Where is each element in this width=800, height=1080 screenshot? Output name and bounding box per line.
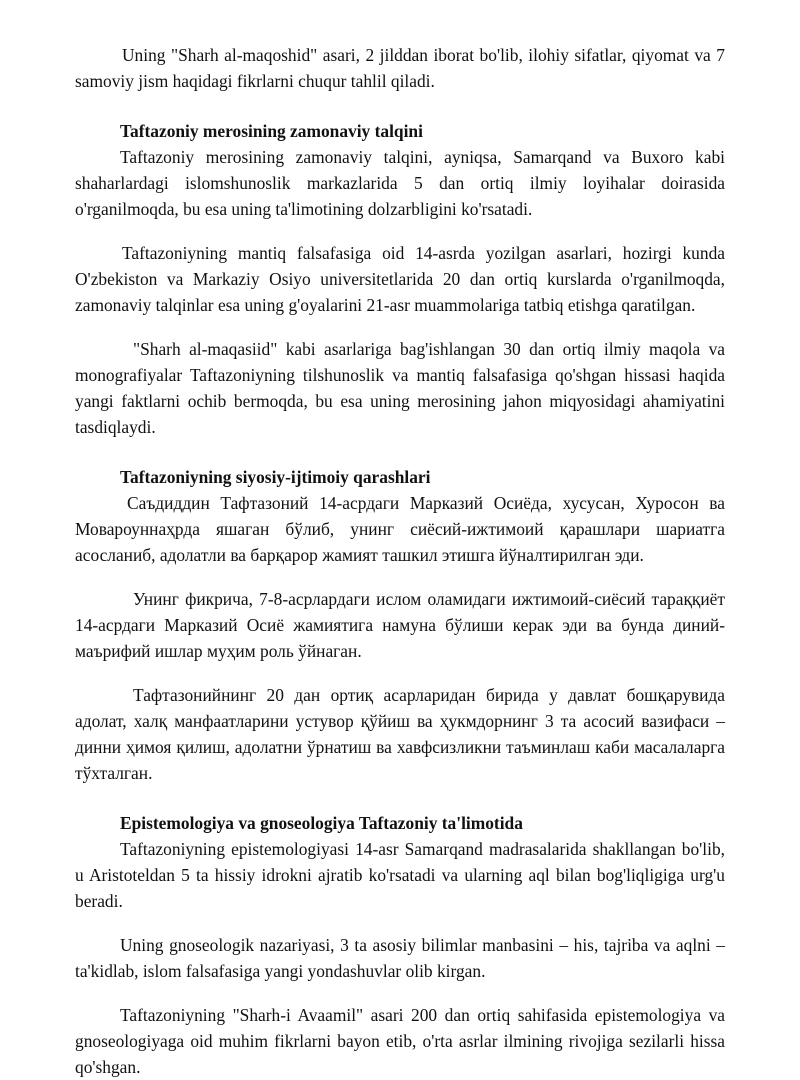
paragraph-logic-philosophy: Taftazoniyning mantiq falsafasiga oid 14-asrda yozilgan asarlari, hozirgi kunda O'zbekiston va Markaziy Osiyo universitetlarida 20 dan ortiq kurslarda o'rganilmoqda, zamonaviy talqinlar esa uning g'oyalarini 21-asr muammolariga tatbiq etishga qaratilgan.	[75, 243, 725, 315]
paragraph-scholarly-articles: "Sharh al-maqasiid" kabi asarlariga bag'ishlangan 30 dan ortiq ilmiy maqola va monografiyalar Taftazoniyning tilshunoslik va mantiq falsafasiga qo'shgan hissasi haqida yangi faktlarni ochib bermoqda, bu esa uning merosining jahon miqyosidagi ahamiyatini tasdiqlaydi.	[75, 339, 725, 437]
paragraph-modern-interpretation: Taftazoniy merosining zamonaviy talqini, ayniqsa, Samarqand va Buxoro kabi shaharlardagi islomshunoslik markazlarida 5 dan ortiq ilmiy loyihalar doirasida o'rganilmoqda, bu esa uning ta'limotining dolzarbligini ko'rsatadi.	[75, 147, 725, 219]
paragraph-gnoseology: Uning gnoseologik nazariyasi, 3 ta asosiy bilimlar manbasini – his, tajriba va aqlni – ta'kidlab, islom falsafasiga yangi yondashuvlar olib kirgan.	[75, 935, 725, 981]
paragraph-sharh-al-maqoshid: Uning "Sharh al-maqoshid" asari, 2 jilddan iborat bo'lib, ilohiy sifatlar, qiyomat va 7 samoviy jism haqidagi fikrlarni chuqur tahlil qiladi.	[75, 45, 725, 91]
document-page	[75, 42, 725, 1080]
paragraph-epistemology-1: Taftazoniyning epistemologiyasi 14-asr Samarqand madrasalarida shakllangan bo'lib, u Aristoteldan 5 ta hissiy idrokni ajratib ko'rsatadi va ularning aql bilan bog'liqligiga urg'u beradi.	[75, 839, 725, 911]
heading-epistemology: Epistemologiya va gnoseologiya Taftazoniy ta'limotida	[120, 813, 523, 833]
paragraph-socio-political-1: Саъдиддин Тафтазоний 14-асрдаги Марказий Осиёда, хусусан, Хуросон ва Мовароуннаҳрда яшаган бўлиб, унинг сиёсий-ижтимоий қарашлари шариатга асосланиб, адолатли ва барқарор жамият ташкил этишга йўналтирилган эди.	[75, 493, 725, 565]
paragraph-socio-political-2: Унинг фикрича, 7-8-асрлардаги ислом оламидаги ижтимоий-сиёсий тараққиёт 14-асрдаги Марказий Осиё жамиятига намуна бўлиши керак эди ва бунда диний-маърифий ишлар муҳим роль ўйнаган.	[75, 589, 725, 661]
heading-socio-political-views: Taftazoniyning siyosiy-ijtimoiy qarashlari	[120, 467, 431, 487]
heading-modern-interpretation: Taftazoniy merosining zamonaviy talqini	[120, 121, 423, 141]
paragraph-sharh-i-avaamil: Taftazoniyning "Sharh-i Avaamil" asari 200 dan ortiq sahifasida epistemologiya va gnoseologiyaga oid muhim fikrlarni bayon etib, o'rta asrlar ilmining rivojiga sezilarli hissa qo'shgan.	[75, 1005, 725, 1077]
paragraph-socio-political-3: Тафтазонийнинг 20 дан ортиқ асарларидан бирида у давлат бошқарувида адолат, халқ манфаатларини устувор қўйиш ва ҳукмдорнинг 3 та асосий вазифаси – динни ҳимоя қилиш, адолатни ўрнатиш ва хавфсизликни таъминлаш каби масалаларга тўхталган.	[75, 685, 725, 783]
